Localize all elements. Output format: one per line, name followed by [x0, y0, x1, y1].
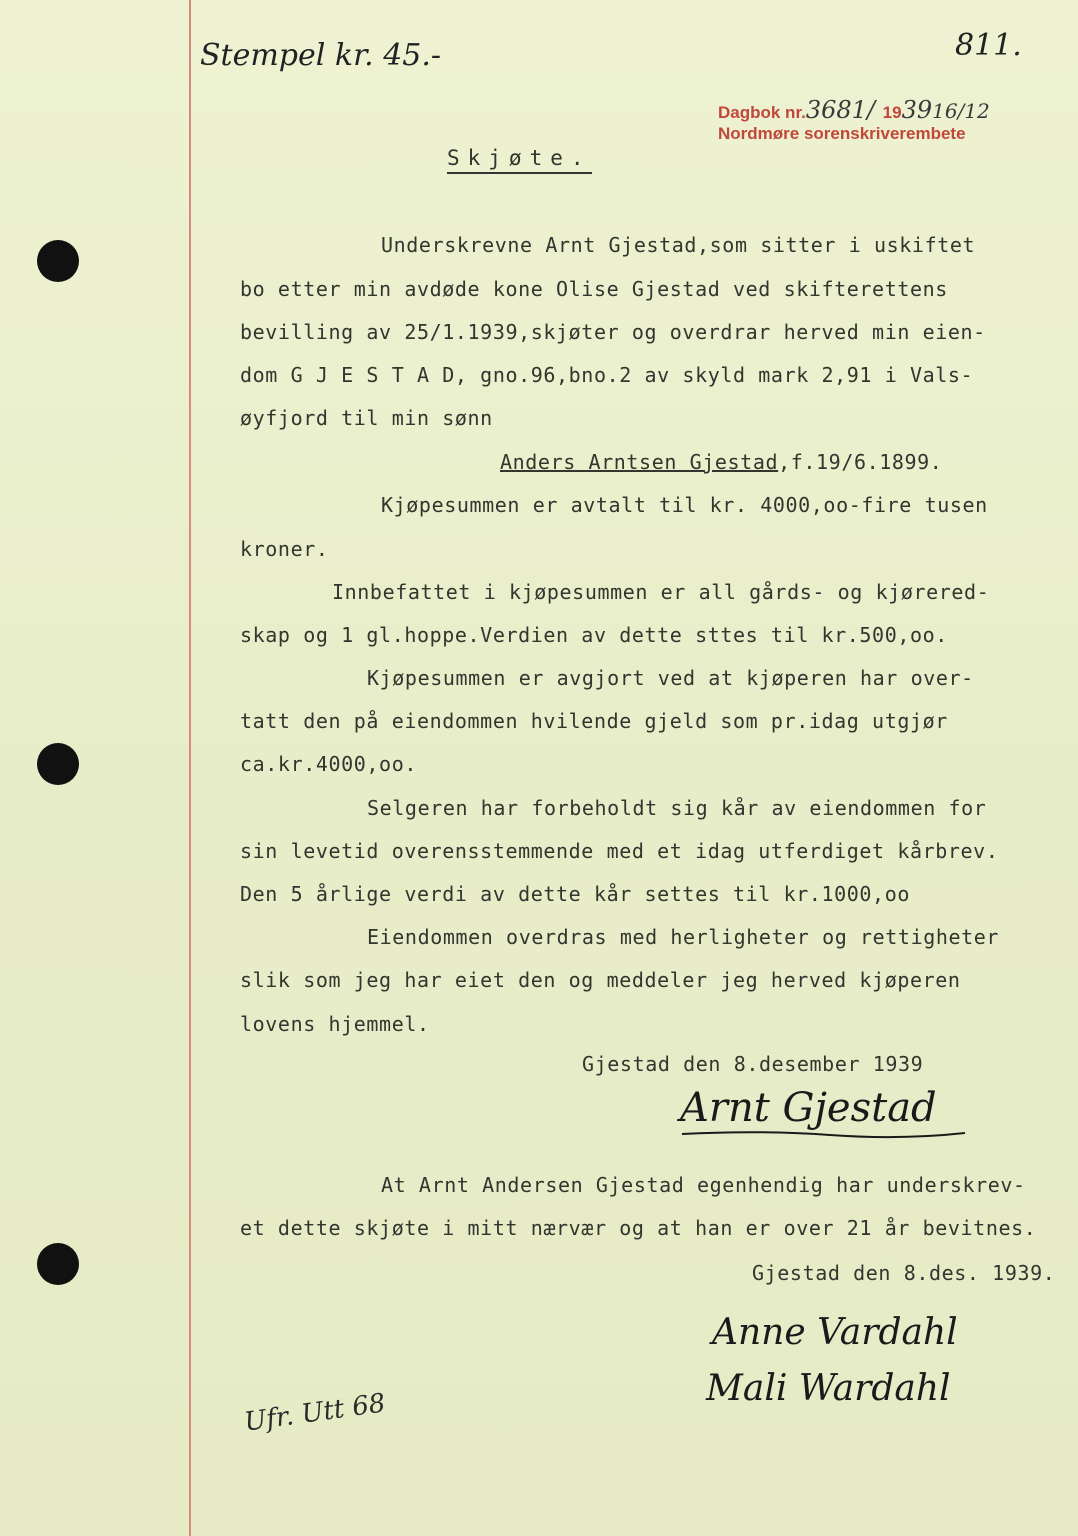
stamp-date: 16/12	[932, 99, 990, 123]
text-line: tatt den på eiendommen hvilende gjeld som pr.idag utgjør	[240, 709, 948, 733]
text-line: Underskrevne Arnt Gjestad,som sitter i uskiftet	[381, 233, 976, 257]
stamp-prefix: Dagbok nr.	[718, 103, 806, 122]
punch-hole-top	[37, 240, 79, 282]
stamp-year: 39	[901, 96, 933, 124]
text-line: Eiendommen overdras med herligheter og rettigheter	[367, 925, 1000, 949]
text-line: øyfjord til min sønn	[240, 406, 493, 430]
place-date-1: Gjestad den 8.desember 1939	[582, 1052, 924, 1076]
text-line: skap og 1 gl.hoppe.Verdien av dette sttes til kr.500,oo.	[240, 623, 948, 647]
signature-underline	[680, 1128, 970, 1140]
text-line: sin levetid overensstemmende med et idag utferdiget kårbrev.	[240, 839, 999, 863]
registry-stamp-line2: Nordmøre sorenskriverembete	[718, 124, 966, 143]
buyer-birth: ,f.19/6.1899.	[778, 450, 943, 474]
signature-witness-2: Mali Wardahl	[706, 1368, 951, 1409]
stamp-entry-number: 3681	[805, 96, 867, 124]
text-line: Kjøpesummen er avtalt til kr. 4000,oo-fire tusen	[381, 493, 988, 517]
signature-arnt-gjestad: Arnt Gjestad	[680, 1085, 937, 1131]
text-line: Kjøpesummen er avgjort ved at kjøperen har over-	[367, 666, 974, 690]
bottom-handwritten-note: Ufr. Utt 68	[242, 1388, 388, 1438]
stamp-year-prefix: 19	[882, 103, 902, 122]
witness-line-2: et dette skjøte i mitt nærvær og at han er over 21 år bevitnes.	[240, 1216, 1037, 1240]
stamp-fee-note: Stempel kr. 45.-	[200, 38, 442, 73]
text-line: kroner.	[240, 537, 329, 561]
buyer-name: Anders Arntsen Gjestad	[500, 450, 779, 474]
place-date-2: Gjestad den 8.des. 1939.	[752, 1261, 1056, 1285]
margin-line	[189, 0, 191, 1536]
text-line: Den 5 årlige verdi av dette kår settes til kr.1000,oo	[240, 882, 910, 906]
text-line: lovens hjemmel.	[240, 1012, 430, 1036]
punch-hole-bottom	[37, 1243, 79, 1285]
witness-line-1: At Arnt Andersen Gjestad egenhendig har underskrev-	[381, 1173, 1026, 1197]
text-line: slik som jeg har eiet den og meddeler jeg herved kjøperen	[240, 968, 961, 992]
document-title: Skjøte.	[447, 146, 592, 174]
text-line: dom G J E S T A D, gno.96,bno.2 av skyld mark 2,91 i Vals-	[240, 363, 974, 387]
registry-stamp-line1: Dagbok nr.3681/ 193916/12	[718, 96, 990, 124]
punch-hole-middle	[37, 743, 79, 785]
text-line: bevilling av 25/1.1939,skjøter og overdrar herved min eien-	[240, 320, 986, 344]
text-line: ca.kr.4000,oo.	[240, 752, 417, 776]
buyer-line	[500, 450, 942, 474]
text-line: bo etter min avdøde kone Olise Gjestad ved skifterettens	[240, 277, 948, 301]
text-line: Selgeren har forbeholdt sig kår av eiendommen for	[367, 796, 987, 820]
page-number: 811.	[955, 28, 1022, 63]
signature-witness-1: Anne Vardahl	[712, 1312, 958, 1353]
text-line: Innbefattet i kjøpesummen er all gårds- og kjørered-	[332, 580, 990, 604]
